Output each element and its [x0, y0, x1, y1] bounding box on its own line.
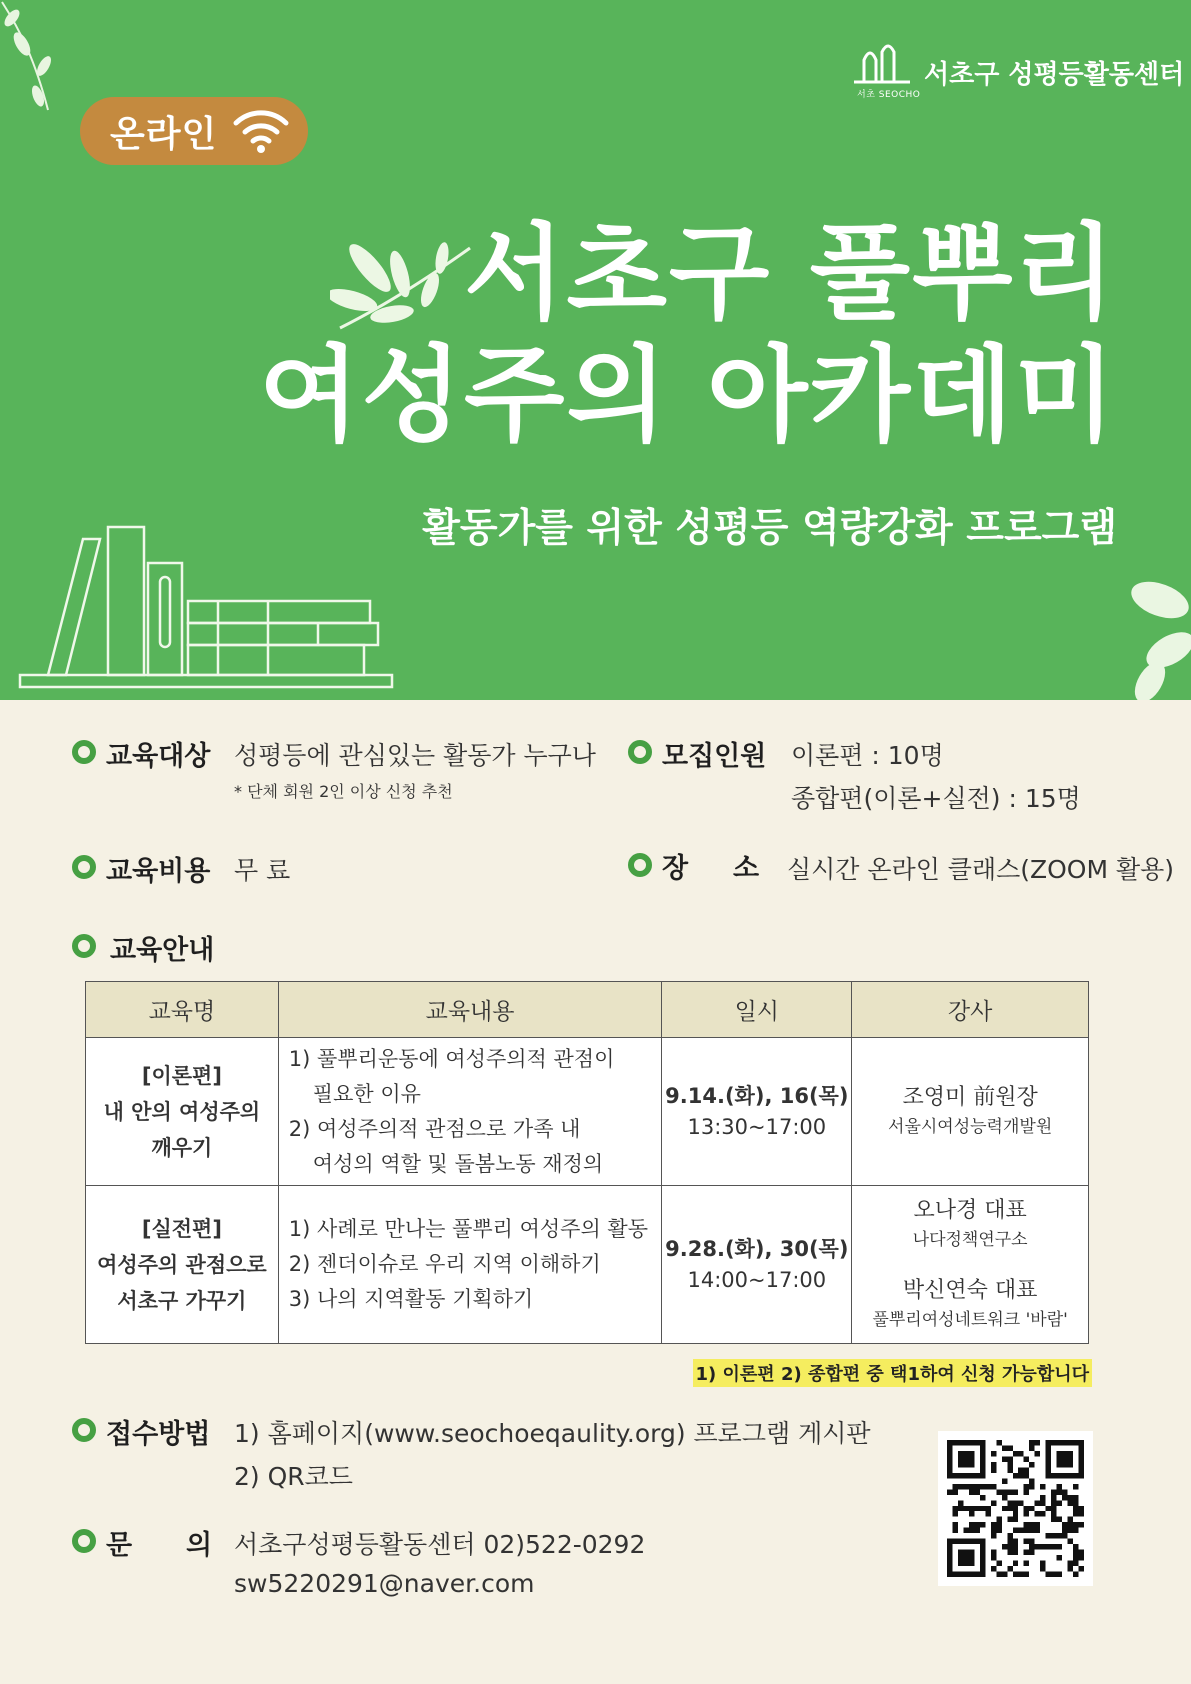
header-banner: [0, 0, 1191, 700]
target-label: 교육대상: [106, 741, 211, 772]
instructor-name: 박신연숙 대표: [902, 1277, 1038, 1303]
content-line: 3) 나의 지역활동 기획하기: [288, 1287, 534, 1311]
course-date: [662, 1038, 852, 1186]
contact-label-1: 문: [106, 1530, 133, 1561]
books-illustration: [18, 525, 398, 695]
capacity-line1: 이론편 : 10명: [791, 741, 944, 770]
time-value: 13:30~17:00: [687, 1114, 827, 1139]
course-instructor: [852, 1186, 1089, 1344]
logo-name: 서초구 성평등활동센터: [924, 60, 1185, 90]
course-date: [662, 1186, 852, 1344]
target-note: * 단체 회원 2인 이상 신청 추천: [234, 782, 453, 801]
bullet-icon: [72, 934, 96, 958]
wifi-icon: [232, 107, 290, 155]
education-table: [85, 981, 1089, 1344]
main-title-line2: 여성주의 아카데미: [259, 334, 1117, 456]
place-value: 실시간 온라인 클래스(ZOOM 활용): [787, 855, 1175, 884]
place-label-1: 장: [662, 853, 689, 884]
guide-label: 교육안내: [110, 935, 215, 966]
course-name: [86, 1038, 279, 1186]
bullet-icon: [72, 740, 96, 764]
cost-value: 무 료: [234, 856, 291, 885]
qr-code[interactable]: [938, 1431, 1093, 1586]
contact-label-2: 의: [186, 1530, 213, 1561]
bullet-icon: [72, 1529, 96, 1553]
cost-label: 교육비용: [106, 856, 211, 887]
course-instructor: [852, 1038, 1089, 1186]
capacity-line2: 종합편(이론+실전) : 15명: [791, 784, 1081, 813]
vine-decoration: [0, 0, 80, 120]
main-title-line1: 서초구 풀뿌리: [464, 212, 1117, 334]
badge-label: 온라인: [110, 113, 218, 155]
qr-code-pattern: [947, 1440, 1084, 1577]
capacity-label: 모집인원: [662, 741, 767, 772]
online-badge: [80, 97, 308, 165]
apply-label: 접수방법: [106, 1419, 211, 1450]
course-name-line: 깨우기: [151, 1135, 213, 1160]
header-instructor: 강사: [852, 982, 1089, 1038]
time-value: 14:00~17:00: [687, 1267, 827, 1292]
bullet-icon: [72, 1418, 96, 1442]
target-value: 성평등에 관심있는 활동가 누구나: [234, 741, 596, 770]
logo-subtext: 서초 SEOCHO: [857, 90, 921, 100]
header-course-name: 교육명: [86, 982, 279, 1038]
content-line: 필요한 이유: [312, 1081, 421, 1106]
apply-line1: 1) 홈페이지(www.seochoeqaulity.org) 프로그램 게시판: [234, 1419, 871, 1448]
course-name-line: 서초구 가꾸기: [117, 1288, 247, 1313]
table-header-row: [86, 982, 1089, 1038]
contact-phone: 서초구성평등활동센터 02)522-0292: [234, 1530, 646, 1559]
course-name-line: [실전편]: [141, 1216, 222, 1241]
content-line: 여성의 역할 및 돌봄노동 재정의: [312, 1151, 604, 1176]
course-name: [86, 1186, 279, 1344]
instructor-name: 오나경 대표: [913, 1197, 1027, 1223]
date-value: 9.14.(화), 16(목): [665, 1083, 849, 1108]
content-line: 2) 젠더이슈로 우리 지역 이해하기: [288, 1252, 601, 1276]
instructor-org: 나다정책연구소: [912, 1229, 1028, 1250]
apply-line2: 2) QR코드: [234, 1462, 353, 1491]
course-name-line: 여성주의 관점으로: [97, 1252, 267, 1277]
logo-mark-icon: [850, 42, 914, 88]
center-logo: [850, 42, 1185, 102]
place-label-2: 소: [733, 853, 760, 884]
content-line: 1) 사례로 만나는 풀뿌리 여성주의 활동: [288, 1217, 649, 1241]
bullet-icon: [628, 740, 652, 764]
instructor-name: 조영미 前원장: [902, 1084, 1038, 1110]
content-line: 2) 여성주의적 관점으로 가족 내: [288, 1116, 581, 1141]
course-name-line: [이론편]: [141, 1063, 222, 1088]
content-line: 1) 풀뿌리운동에 여성주의적 관점이: [288, 1046, 615, 1071]
instructor-org: 풀뿌리여성네트워크 '바람': [872, 1309, 1068, 1330]
date-value: 9.28.(화), 30(목): [665, 1236, 849, 1261]
course-name-line: 내 안의 여성주의: [103, 1099, 261, 1124]
course-content: [278, 1186, 662, 1344]
header-course-content: 교육내용: [278, 982, 662, 1038]
table-row: [86, 1186, 1089, 1344]
header-date: 일시: [662, 982, 852, 1038]
leaf-decoration: [1120, 570, 1191, 700]
bullet-icon: [628, 853, 652, 877]
course-content: [278, 1038, 662, 1186]
contact-email: sw5220291@naver.com: [234, 1569, 535, 1598]
table-note-highlight: 1) 이론편 2) 종합편 중 택1하여 신청 가능합니다: [693, 1359, 1093, 1387]
bullet-icon: [72, 855, 96, 879]
table-row: [86, 1038, 1089, 1186]
instructor-org: 서울시여성능력개발원: [888, 1116, 1053, 1137]
subtitle: 활동가를 위한 성평등 역량강화 프로그램: [422, 506, 1117, 551]
